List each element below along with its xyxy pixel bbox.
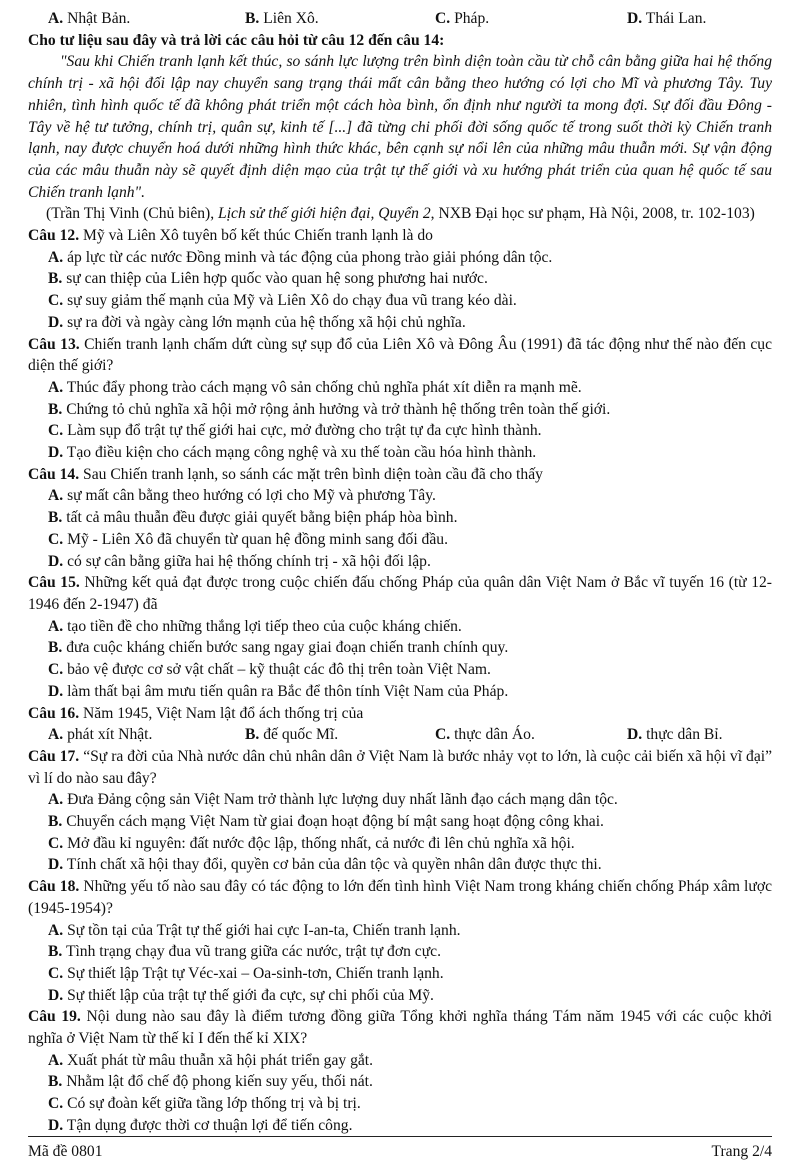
option-letter: C.: [48, 1095, 64, 1113]
option-text: Sự tồn tại của Trật tự thế giới hai cực I-an-ta, Chiến tranh lạnh.: [67, 921, 461, 939]
answer-option: [28, 507, 772, 529]
option-letter: A.: [48, 921, 64, 939]
question-text: Những yếu tố nào sau đây có tác động to lớn đến tình hình Việt Nam trong kháng chiến chống Pháp xâm lược (1945-1954)?: [28, 878, 772, 917]
answer-option: [28, 1093, 772, 1115]
option-text: đưa cuộc kháng chiến bước sang ngay giai đoạn chiến tranh chính quy.: [66, 639, 509, 657]
question-block: [28, 1006, 772, 1136]
exam-code: Mã đề 0801: [28, 1143, 103, 1160]
question-stem: [28, 703, 772, 725]
answer-option: [435, 724, 627, 746]
option-text: Nhằm lật đổ chế độ phong kiến suy yếu, thối nát.: [66, 1073, 373, 1091]
option-text: tạo tiền đề cho những thắng lợi tiếp theo của cuộc kháng chiến.: [67, 617, 462, 635]
option-text: Tận dụng được thời cơ thuận lợi để tiến công.: [66, 1116, 353, 1134]
question-number: Câu 18.: [28, 878, 80, 896]
answer-option: [28, 637, 772, 659]
answer-option: [28, 529, 772, 551]
option-text: sự mất cân bằng theo hướng có lợi cho Mỹ và phương Tây.: [67, 487, 436, 505]
option-letter: A.: [48, 10, 64, 27]
question-block: [28, 334, 772, 464]
option-text: thực dân Bỉ.: [646, 726, 723, 744]
answer-option: [28, 811, 772, 833]
question-number: Câu 19.: [28, 1008, 81, 1026]
answer-option: [28, 854, 772, 876]
answer-option: [28, 1071, 772, 1093]
question-number: Câu 12.: [28, 227, 80, 245]
option-letter: D.: [48, 444, 64, 462]
lead-in: Cho tư liệu sau đây và trả lời các câu hỏi từ câu 12 đến câu 14:: [28, 31, 445, 49]
option-letter: B.: [48, 1073, 63, 1091]
page-footer: [28, 1136, 772, 1163]
question-block: [28, 703, 772, 746]
option-letter: C.: [435, 10, 451, 27]
citation-author: (Trần Thị Vinh (Chủ biên),: [46, 205, 219, 223]
source-citation: [28, 203, 772, 225]
question-stem: [28, 334, 772, 377]
option-letter: B.: [48, 943, 63, 961]
question-text: Năm 1945, Việt Nam lật đổ ách thống trị của: [83, 704, 364, 722]
top-option-d: [627, 8, 767, 30]
option-text: Chuyển cách mạng Việt Nam từ giai đoạn hoạt động bí mật sang hoạt động công khai.: [66, 813, 604, 831]
option-letter: D.: [48, 682, 64, 700]
option-letter: D.: [48, 313, 64, 331]
option-letter: C.: [48, 292, 64, 310]
option-text: làm thất bại âm mưu tiến quân ra Bắc để thôn tính Việt Nam của Pháp.: [67, 682, 509, 700]
option-letter: C.: [48, 422, 64, 440]
question-text: Những kết quả đạt được trong cuộc chiến đấu chống Pháp của quân dân Việt Nam ở Bắc vĩ tuyến 16 (từ 12-1946 đến 2-1947) đã: [28, 574, 772, 613]
question-stem: [28, 464, 772, 486]
inline-options-row: [28, 724, 772, 746]
option-letter: B.: [48, 509, 63, 527]
answer-option: [28, 616, 772, 638]
option-letter: A.: [48, 726, 64, 744]
option-text: Thái Lan.: [645, 10, 707, 27]
answer-option: [28, 941, 772, 963]
question-stem: [28, 876, 772, 919]
answer-option: [28, 312, 772, 334]
citation-title: Lịch sử thế giới hiện đại, Quyển 2: [218, 205, 431, 223]
option-letter: D.: [627, 10, 643, 27]
option-text: thực dân Áo.: [454, 726, 535, 744]
option-text: Mỹ - Liên Xô đã chuyển từ quan hệ đồng minh sang đối đầu.: [67, 530, 448, 548]
answer-option: [28, 659, 772, 681]
option-text: Tạo điều kiện cho cách mạng công nghệ và xu thế toàn cầu hóa hình thành.: [66, 444, 537, 462]
question-number: Câu 16.: [28, 704, 80, 722]
option-text: tất cả mâu thuẫn đều được giải quyết bằng biện pháp hòa bình.: [66, 509, 458, 527]
option-letter: D.: [48, 856, 64, 874]
question-stem: [28, 572, 772, 615]
option-text: Liên Xô.: [263, 10, 319, 27]
answer-option: [28, 268, 772, 290]
option-letter: D.: [48, 552, 64, 570]
answer-option: [28, 399, 772, 421]
answer-option: [28, 377, 772, 399]
option-text: Nhật Bản.: [67, 10, 131, 27]
option-letter: A.: [48, 1051, 64, 1069]
option-letter: A.: [48, 378, 64, 396]
answer-option: [28, 833, 772, 855]
question-block: [28, 746, 772, 876]
question-number: Câu 17.: [28, 747, 80, 765]
option-letter: A.: [48, 487, 64, 505]
option-letter: D.: [48, 1116, 64, 1134]
option-text: có sự cân bằng giữa hai hệ thống chính trị - xã hội đối lập.: [67, 552, 431, 570]
option-text: Tình trạng chạy đua vũ trang giữa các nước, trật tự đơn cực.: [65, 943, 441, 961]
option-text: Đưa Đảng cộng sản Việt Nam trở thành lực lượng duy nhất lãnh đạo cách mạng dân tộc.: [67, 791, 618, 809]
option-letter: B.: [48, 400, 63, 418]
question-text: Mỹ và Liên Xô tuyên bố kết thúc Chiến tranh lạnh là do: [83, 227, 433, 245]
question-stem: [28, 746, 772, 789]
option-text: sự suy giảm thế mạnh của Mỹ và Liên Xô do chạy đua vũ trang kéo dài.: [67, 292, 517, 310]
exam-page: [28, 8, 772, 1137]
question-text: “Sự ra đời của Nhà nước dân chủ nhân dân ở Việt Nam là bước nhảy vọt to lớn, là cuộc cải biến xã hội vĩ đại” vì lí do nào sau đây?: [28, 747, 772, 787]
question-text: Nội dung nào sau đây là điểm tương đồng giữa Tổng khởi nghĩa tháng Tám năm 1945 với các cuộc khởi nghĩa ở Việt Nam từ thế kỉ I đến thế kỉ XIX?: [28, 1008, 772, 1048]
answer-option: [28, 985, 772, 1007]
question-text: Chiến tranh lạnh chấm dứt cùng sự sụp đổ của Liên Xô và Đông Âu (1991) đã tác động như thế nào đến cục diện thế giới?: [28, 335, 773, 375]
option-text: bảo vệ được cơ sở vật chất – kỹ thuật các đô thị trên toàn Việt Nam.: [67, 661, 491, 679]
answer-option: [28, 681, 772, 703]
answer-option: [28, 724, 245, 746]
option-text: Mở đầu kỉ nguyên: đất nước độc lập, thống nhất, cả nước đi lên chủ nghĩa xã hội.: [67, 834, 575, 852]
option-text: Có sự đoàn kết giữa tầng lớp thống trị và bị trị.: [67, 1095, 361, 1113]
option-letter: A.: [48, 248, 64, 266]
answer-option: [28, 442, 772, 464]
answer-option: [28, 963, 772, 985]
option-text: Sự thiết lập Trật tự Véc-xai – Oa-sinh-tơn, Chiến tranh lạnh.: [67, 964, 444, 982]
source-passage: "Sau khi Chiến tranh lạnh kết thúc, so sánh lực lượng trên bình diện toàn cầu từ chỗ cân bằng giữa hai hệ thống chính trị - xã hội đối lập nay chuyển sang trạng thái mất cân bằng theo hướng có lợi cho Mĩ và phương Tây. Tuy nhiên, tình hình quốc tế đã không phát triển một cách hòa bình, ổn định như người ta mong đợi. Sự đối đầu Đông - Tây về hệ tư tưởng, chính trị, quân sự, kinh tế [...] đã từng chi phối đời sống quốc tế trong suốt thời kỳ Chiến tranh lạnh, nay được chuyển hoá dưới những hình thức khác, bên cạnh sự nổi lên của những mâu thuẫn mới. Sự vận động của các mâu thuẫn này sẽ quyết định diện mạo của trật tự thế giới và xu hướng phát triển của quan hệ quốc tế sau Chiến tranh lạnh".: [28, 53, 772, 201]
option-letter: C.: [48, 834, 64, 852]
option-letter: A.: [48, 617, 64, 635]
option-letter: B.: [48, 270, 63, 288]
top-option-b: [245, 8, 435, 30]
question-block: [28, 225, 772, 334]
option-letter: C.: [435, 726, 451, 744]
answer-option: [28, 247, 772, 269]
question-number: Câu 13.: [28, 335, 80, 353]
answer-option: [627, 724, 767, 746]
option-text: Xuất phát từ mâu thuẫn xã hội phát triển gay gắt.: [67, 1051, 374, 1069]
option-letter: C.: [48, 530, 64, 548]
answer-option: [28, 1115, 772, 1137]
citation-publisher: , NXB Đại học sư phạm, Hà Nội, 2008, tr. 102-103): [430, 205, 755, 223]
option-letter: D.: [627, 726, 643, 744]
option-text: sự ra đời và ngày càng lớn mạnh của hệ thống xã hội chủ nghĩa.: [67, 313, 466, 331]
answer-option: [28, 920, 772, 942]
option-text: Chứng tỏ chủ nghĩa xã hội mở rộng ảnh hưởng và trở thành hệ thống trên toàn thế giới.: [66, 400, 611, 418]
option-letter: B.: [48, 813, 63, 831]
option-text: Pháp.: [454, 10, 490, 27]
option-text: áp lực từ các nước Đồng minh và tác động của phong trào giải phóng dân tộc.: [67, 248, 553, 266]
option-text: Tính chất xã hội thay đổi, quyền cơ bản của dân tộc và quyền nhân dân được thực thi.: [66, 856, 602, 874]
answer-option: [28, 1050, 772, 1072]
question-number: Câu 15.: [28, 574, 80, 592]
option-letter: B.: [245, 726, 260, 744]
option-text: sự can thiệp của Liên hợp quốc vào quan hệ song phương hai nước.: [66, 270, 488, 288]
question-block: [28, 572, 772, 702]
answer-option: [245, 724, 435, 746]
answer-option: [28, 485, 772, 507]
option-text: Sự thiết lập của trật tự thế giới đa cực, sự chi phối của Mỹ.: [67, 986, 434, 1004]
question-list: [28, 225, 772, 1137]
top-option-c: [435, 8, 627, 30]
option-text: Thúc đẩy phong trào cách mạng vô sản chống chủ nghĩa phát xít diễn ra mạnh mẽ.: [66, 378, 582, 396]
option-letter: C.: [48, 661, 64, 679]
option-letter: B.: [48, 639, 63, 657]
answer-option: [28, 420, 772, 442]
answer-option: [28, 290, 772, 312]
question-number: Câu 14.: [28, 465, 80, 483]
option-letter: C.: [48, 964, 64, 982]
option-letter: D.: [48, 986, 64, 1004]
option-text: phát xít Nhật.: [67, 726, 153, 744]
page-number: Trang 2/4: [711, 1143, 772, 1160]
question-block: [28, 464, 772, 573]
question-text: Sau Chiến tranh lạnh, so sánh các mặt trên bình diện toàn cầu đã cho thấy: [83, 465, 543, 483]
option-letter: A.: [48, 791, 64, 809]
option-letter: B.: [245, 10, 260, 27]
question-block: [28, 876, 772, 1006]
answer-option: [28, 789, 772, 811]
question-stem: [28, 1006, 772, 1049]
option-text: đế quốc Mĩ.: [263, 726, 339, 744]
option-text: Làm sụp đổ trật tự thế giới hai cực, mở đường cho trật tự đa cực hình thành.: [67, 422, 542, 440]
top-options-row: [28, 8, 772, 30]
answer-option: [28, 551, 772, 573]
top-option-a: [28, 8, 245, 30]
question-stem: [28, 225, 772, 247]
